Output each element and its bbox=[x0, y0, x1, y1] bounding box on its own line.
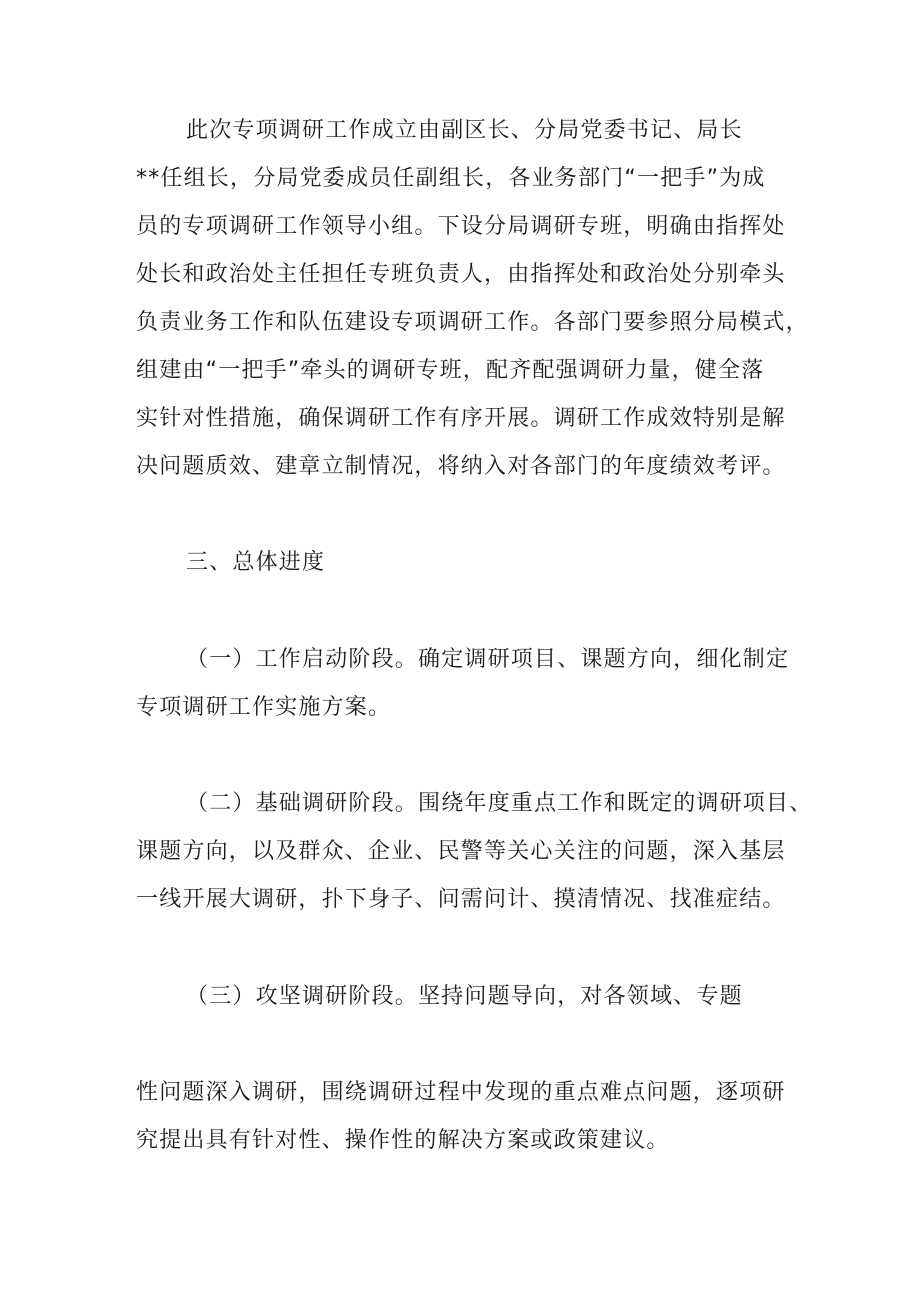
stage-2-line-1: （二）基础调研阶段。围绕年度重点工作和既定的调研项目、 bbox=[186, 791, 813, 816]
paragraph-1-line-7: 实针对性措施，确保调研工作有序开展。调研工作成效特别是解 bbox=[136, 406, 786, 431]
stage-1-line-2: 专项调研工作实施方案。 bbox=[136, 695, 392, 720]
stage-2-line-3: 一线开展大调研，扑下身子、问需问计、摸清情况、找准症结。 bbox=[136, 887, 786, 912]
section-heading-3: 三、总体进度 bbox=[186, 550, 326, 575]
stage-1-line-1: （一）工作启动阶段。确定调研项目、课题方向，细化制定 bbox=[186, 647, 790, 672]
paragraph-1-line-5: 负责业务工作和队伍建设专项调研工作。各部门要参照分局模式， bbox=[136, 310, 809, 335]
paragraph-1-line-3: 员的专项调研工作领导小组。下设分局调研专班，明确由指挥处 bbox=[136, 214, 786, 239]
paragraph-1-line-2: **任组长，分局党委成员任副组长，各业务部门“一把手”为成 bbox=[136, 166, 766, 191]
paragraph-1-line-6: 组建由“一把手”牵头的调研专班，配齐配强调研力量，健全落 bbox=[136, 358, 765, 383]
paragraph-1-line-4: 处长和政治处主任担任专班负责人，由指挥处和政治处分别牵头 bbox=[136, 262, 786, 287]
stage-2-line-2: 课题方向，以及群众、企业、民警等关心关注的问题，深入基层 bbox=[136, 839, 786, 864]
stage-3-line-1: （三）攻坚调研阶段。坚持问题导向，对各领域、专题 bbox=[186, 984, 743, 1009]
stage-3-line-3: 究提出具有针对性、操作性的解决方案或政策建议。 bbox=[136, 1128, 670, 1153]
paragraph-1-line-8: 决问题质效、建章立制情况，将纳入对各部门的年度绩效考评。 bbox=[136, 454, 786, 479]
stage-3-line-2: 性问题深入调研，围绕调研过程中发现的重点难点问题，逐项研 bbox=[136, 1080, 786, 1105]
paragraph-1-line-1: 此次专项调研工作成立由副区长、分局党委书记、局长 bbox=[186, 118, 743, 143]
